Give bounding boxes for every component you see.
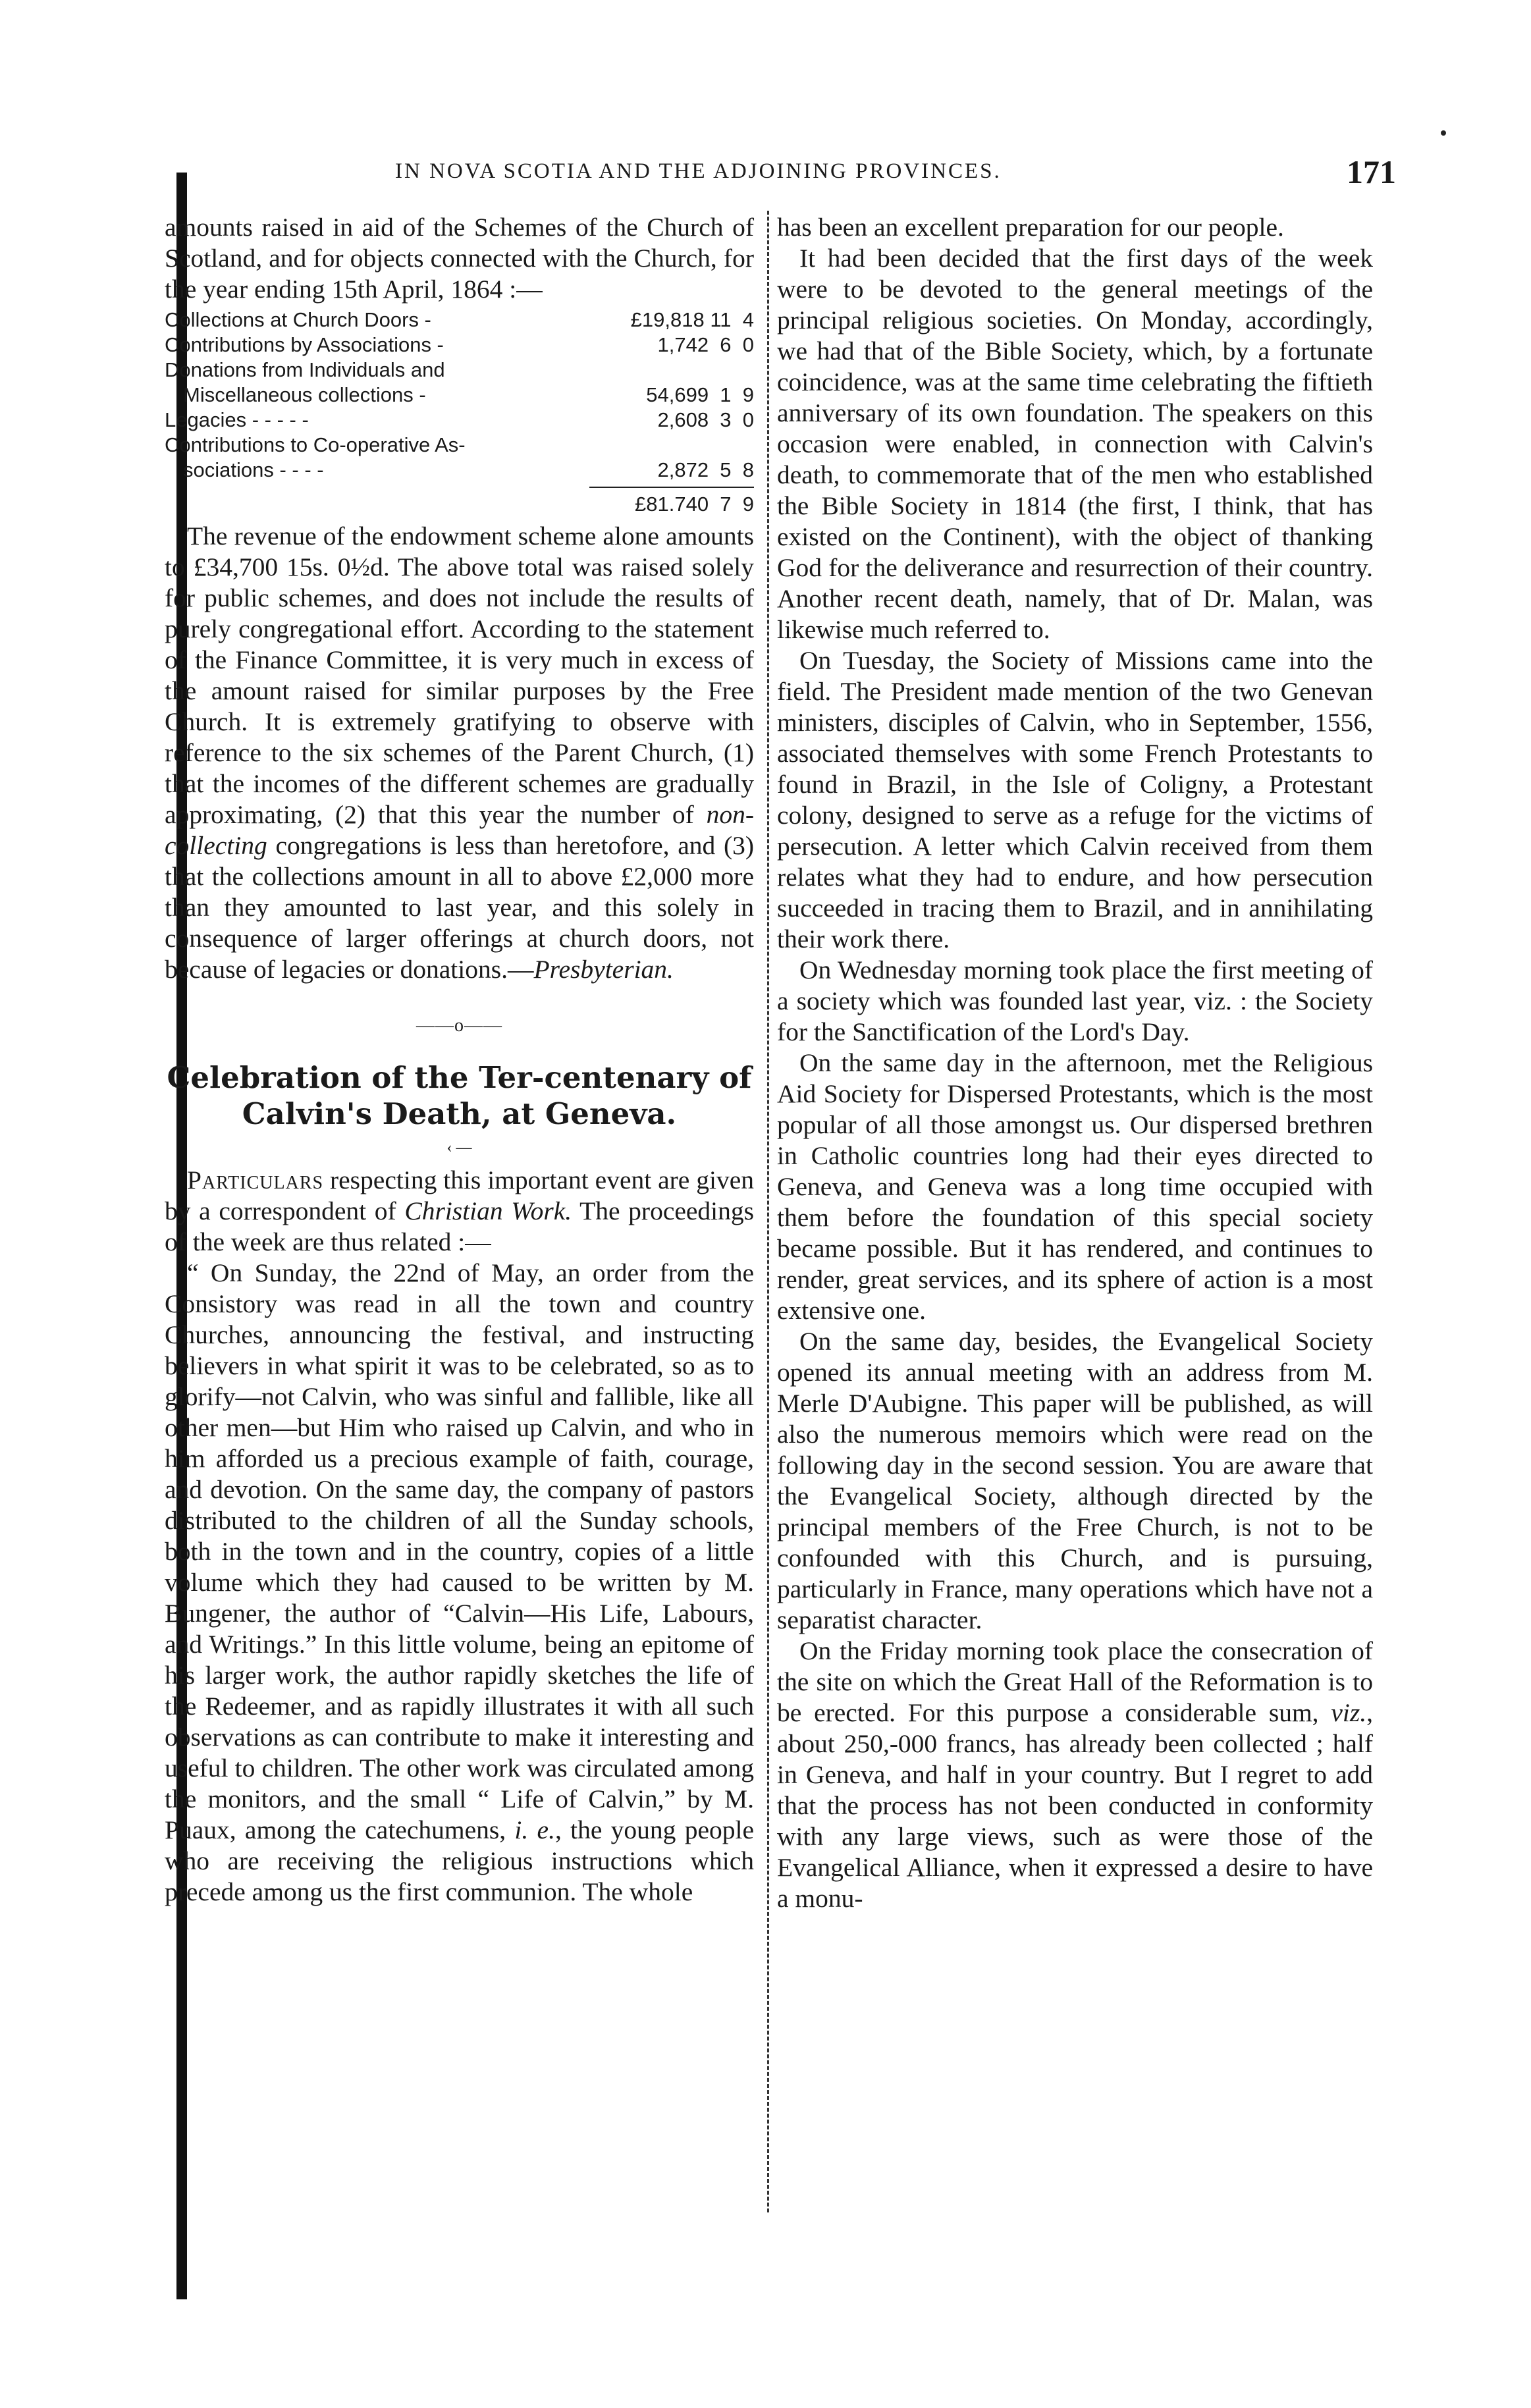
- finance-label: Legacies - - - - -: [165, 408, 309, 431]
- finance-amount: £19,818 11 4: [630, 308, 754, 331]
- continued-paragraph: has been an excellent preparation for our people.: [777, 213, 1284, 242]
- monday-paragraph: It had been decided that the first days of the week were to be devoted to the general meetings of the principal religious societies. On Monday, accordingly, we had that of the Bible Society, which, by a fortunate coincidence, was at the same time celebrating the fiftieth anniversary of its own foundation. The speakers on this occasion were enabled, in connection with Calvin's death, to commemorate that of the men who established the Bible Society in 1814 (the first, I think, that has existed on the Continent), with the object of thanking God for the deliverance and resurrection of their country. Another recent death, namely, that of Dr. Malan, was likewise much referred to.: [777, 244, 1373, 644]
- finance-amount: 1,742 6 0: [657, 333, 754, 356]
- emphasis-text: non-collecting: [165, 800, 754, 860]
- friday-paragraph: [777, 1636, 1373, 1914]
- finance-total: £81.740 7 9: [635, 493, 754, 516]
- publication-name: Christian Work.: [404, 1196, 572, 1225]
- friday-text-cont: , about 250,-000 francs, has already been collected ; half in Geneva, and half in your country. But I regret to add that the process has not been conducted in conformity with any large views, such as were those of the Evangelical Alliance, when it expressed a desire to have a monu-: [777, 1698, 1373, 1913]
- sunday-text: “ On Sunday, the 22nd of May, an order from the Consistory was read in all the town and country Churches, announcing the festival, and instructing believers in what spirit it was to be celebrated, so as to glorify—not Calvin, who was sinful and fallible, like all other men—but Him who raised up Calvin, and who in him afforded us a precious example of faith, courage, and devotion. On the same day, the company of pastors distributed to the children of all the Sunday schools, both in the town and in the country, copies of a little volume which they had caused to be written by M. Bungener, the author of “Calvin—His Life, Labours, and Writings.” In this little volume, being an epitome of his larger work, the author rapidly sketches the life of the Redeemer, and as rapidly illustrates it with all such observations as can contribute to make it interesting and useful to children. The other work was circulated among the monitors, and the small “ Life of Calvin,” by M. Puaux, among the catechumens,: [165, 1258, 754, 1844]
- finance-amount: 54,699 1 9: [646, 383, 754, 406]
- finance-row: [165, 308, 754, 333]
- heading-ornament: ‹ —: [446, 1139, 472, 1156]
- running-header: [395, 153, 1396, 192]
- sum-rule: [589, 487, 754, 488]
- intro-text: respecting this important event are given by a correspondent of: [165, 1165, 754, 1225]
- right-column: [777, 212, 1373, 2214]
- finance-amount: [589, 358, 754, 383]
- finance-amount: [589, 433, 754, 458]
- finance-row: [165, 433, 754, 458]
- finance-table: [165, 308, 754, 517]
- emphasis-text: i. e.: [514, 1815, 555, 1844]
- emphasis-text: viz.: [1331, 1698, 1367, 1727]
- afternoon-paragraph: On the same day in the afternoon, met the Religious Aid Society for Dispersed Protestants, which is the most popular of all those amongst us. Our dispersed brethren in Catholic countries long had their eyes directed to Geneva, and Geneva was a long time occupied with them before the foundation of this special society became possible. But it has rendered, and continues to render, great services, and its sphere of action is a most extensive one.: [777, 1048, 1373, 1325]
- finance-row: [165, 358, 754, 383]
- friday-text: On the Friday morning took place the consecration of the site on which the Great Hall of the Reformation is to be erected. For this purpose a considerable sum,: [777, 1636, 1373, 1727]
- wednesday-paragraph: On Wednesday morning took place the first meeting of a society which was founded last year, viz. : the Society for the Sanctification of the Lord's Day.: [777, 955, 1373, 1046]
- finance-amount: 2,872 5 8: [657, 458, 754, 481]
- lead-word: Particulars: [187, 1165, 324, 1194]
- article-heading: Celebration of the Ter-centenary of Calvin's Death, at Geneva.: [167, 1060, 752, 1131]
- revenue-text: The revenue of the endowment scheme alone amounts to £34,700 15s. 0½d. The above total was raised solely for public schemes, and does not include the results of purely congregational effort. According to the statement of the Finance Committee, it is very much in excess of the amount raised for similar purposes by the Free Church. It is extremely gratifying to observe with reference to the six schemes of the Parent Church, (1) that the incomes of the different schemes are gradually approximating, (2) that this year the number of: [165, 522, 754, 829]
- finance-row: [165, 408, 754, 433]
- intro-text-cont: The proceedings of the week are thus related :—: [165, 1196, 755, 1256]
- finance-label: Collections at Church Doors -: [165, 308, 431, 331]
- finance-row: [165, 383, 754, 408]
- finance-label: Miscellaneous collections -: [183, 383, 426, 406]
- finance-amount: 2,608 3 0: [657, 408, 754, 431]
- revenue-text-cont: congregations is less than heretofore, and (3) that the collections amount in all to above £2,000 more than they amounted to last year, and this solely in consequence of larger offerings at church doors, not because of legacies or donations.—: [165, 831, 754, 984]
- source-credit: Presbyterian.: [533, 955, 674, 984]
- running-title: IN NOVA SCOTIA AND THE ADJOINING PROVINCES.: [395, 159, 1002, 183]
- tuesday-paragraph: On Tuesday, the Society of Missions came into the field. The President made mention of the two Genevan ministers, disciples of Calvin, who in September, 1556, associated themselves with some French Protestants to found in Brazil, in the Isle of Coligny, a Protestant colony, designed to serve as a refuge for the victims of persecution. A letter which Calvin received from them relates what they had to endure, and how persecution succeeded in tracing them to Brazil, and in annihilating their work there.: [777, 646, 1373, 953]
- scan-speck: [1441, 130, 1446, 136]
- page-number: 171: [1347, 153, 1396, 190]
- evangelical-paragraph: On the same day, besides, the Evangelical Society opened its annual meeting with an address from M. Merle D'Aubigne. This paper will be published, as will also the numerous memoirs which were read on the following day in the second session. You are aware that the Evangelical Society, although directed by the principal members of the Free Church, is not to be confounded with this Church, and is pursuing, particularly in France, many operations which have not a separatist character.: [777, 1327, 1373, 1634]
- finance-label: Contributions by Associations -: [165, 333, 444, 356]
- intro-paragraph: amounts raised in aid of the Schemes of the Church of Scotland, and for objects connected with the Church, for the year ending 15th April, 1864 :—: [165, 213, 754, 304]
- finance-row: [165, 458, 754, 483]
- article-intro-paragraph: [165, 1165, 754, 1258]
- finance-row: [165, 333, 754, 358]
- column-divider: [767, 211, 769, 2212]
- sunday-paragraph: [165, 1258, 754, 1908]
- finance-label: Contributions to Co-operative As-: [165, 433, 466, 456]
- left-column: [165, 212, 754, 2214]
- finance-label: sociations - - - -: [183, 458, 324, 481]
- revenue-paragraph: [165, 521, 754, 985]
- finance-label: Donations from Individuals and: [165, 358, 445, 381]
- section-separator: ——o——: [416, 1015, 502, 1036]
- sunday-text-cont: , the young people who are receiving the religious instructions which precede among us the first communion. The whole: [165, 1815, 754, 1906]
